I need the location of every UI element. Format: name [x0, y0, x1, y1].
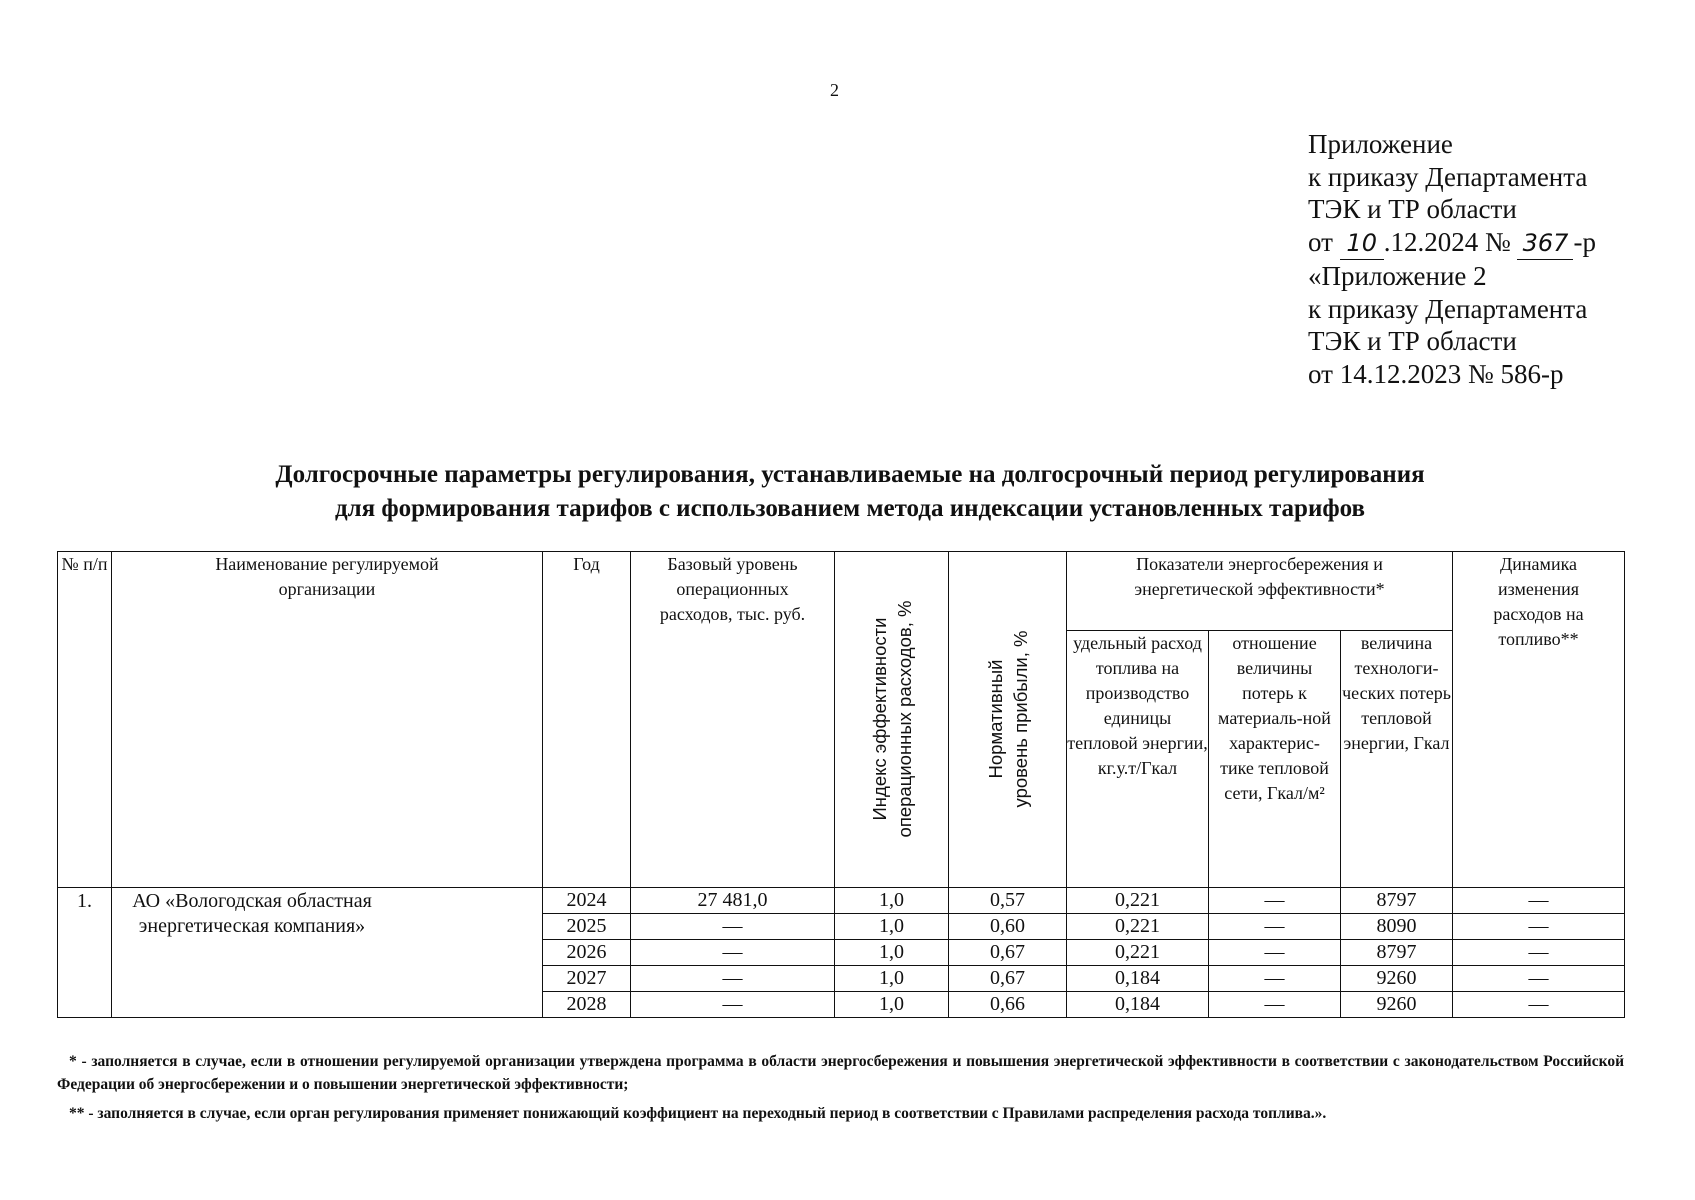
header-profit-line1: Нормативный: [984, 659, 1006, 779]
header-index-line1: Индекс эффективности: [868, 617, 890, 821]
header-base-opex: Базовый уровень операционных расходов, тыс. руб.: [631, 552, 835, 888]
cell-fuel-rate: 0,221: [1067, 940, 1209, 966]
cell-fuel-rate: 0,221: [1067, 914, 1209, 940]
cell-profit: 0,67: [949, 966, 1067, 992]
appendix-order-date-line: [1308, 226, 1596, 261]
cell-profit: 0,67: [949, 940, 1067, 966]
appendix-line: Приложение: [1308, 129, 1453, 159]
header-fuel-dynamics: Динамика изменения расходов на топливо**: [1453, 552, 1625, 888]
cell-fuel-dynamics: —: [1453, 940, 1625, 966]
cell-fuel-dynamics: —: [1453, 992, 1625, 1018]
appendix-line: «Приложение 2: [1308, 261, 1487, 291]
cell-loss-ratio: —: [1209, 992, 1341, 1018]
cell-index: 1,0: [835, 914, 949, 940]
cell-profit: 0,60: [949, 914, 1067, 940]
cell-index: 1,0: [835, 966, 949, 992]
cell-base: —: [631, 992, 835, 1018]
cell-index: 1,0: [835, 992, 949, 1018]
cell-tech-losses: 8797: [1341, 888, 1453, 914]
appendix-line: ТЭК и ТР области: [1308, 194, 1517, 224]
header-loss-ratio: отношение величины потерь к материаль-ной характерис-тике тепловой сети, Гкал/м²: [1209, 631, 1341, 888]
table-row: [58, 888, 1625, 914]
cell-base: —: [631, 940, 835, 966]
parameters-table: [57, 551, 1625, 1018]
order-date-mid: .12.2024 №: [1383, 226, 1518, 257]
cell-index: 1,0: [835, 940, 949, 966]
appendix-line: ТЭК и ТР области: [1308, 326, 1517, 356]
cell-year: 2024: [543, 888, 631, 914]
cell-tech-losses: 8797: [1341, 940, 1453, 966]
title-line-2: для формирования тарифов с использованием метода индексации установленных тарифов: [334, 495, 1366, 522]
cell-base: —: [631, 914, 835, 940]
header-efficiency-index: [835, 552, 949, 888]
cell-loss-ratio: —: [1209, 966, 1341, 992]
cell-base: —: [631, 966, 835, 992]
org-number: 1.: [58, 888, 112, 1018]
order-suffix: -р: [1573, 226, 1596, 257]
appendix-line: к приказу Департамента: [1308, 293, 1588, 324]
cell-tech-losses: 9260: [1341, 966, 1453, 992]
cell-loss-ratio: —: [1209, 914, 1341, 940]
cell-profit: 0,57: [949, 888, 1067, 914]
header-index-line2: операционных расходов, %: [893, 600, 915, 838]
cell-index: 1,0: [835, 888, 949, 914]
cell-fuel-dynamics: —: [1453, 888, 1625, 914]
header-profit-level: [949, 552, 1067, 888]
cell-loss-ratio: —: [1209, 940, 1341, 966]
cell-loss-ratio: —: [1209, 888, 1341, 914]
cell-fuel-rate: 0,184: [1067, 966, 1209, 992]
cell-profit: 0,66: [949, 992, 1067, 1018]
cell-base: 27 481,0: [631, 888, 835, 914]
cell-fuel-rate: 0,221: [1067, 888, 1209, 914]
org-name: АО «Вологодская областная энергетическая компания»: [112, 888, 543, 1018]
cell-year: 2025: [543, 914, 631, 940]
header-tech-losses: величина технологи-ческих потерь тепловой энергии, Гкал: [1341, 631, 1453, 888]
order-prefix: от: [1308, 226, 1340, 257]
footnote-2: ** - заполняется в случае, если орган регулирования применяет понижающий коэффициент на переходный период в соответствии с Правилами распределения расхода топлива.».: [69, 1105, 1327, 1122]
header-profit-line2: уровень прибыли, %: [1009, 630, 1031, 808]
title-line-1: Долгосрочные параметры регулирования, устанавливаемые на долгосрочный период регулирования: [275, 461, 1425, 488]
cell-tech-losses: 8090: [1341, 914, 1453, 940]
header-year: Год: [543, 552, 631, 888]
header-num: № п/п: [58, 552, 112, 888]
appendix-line: от 14.12.2023 № 586-р: [1308, 358, 1564, 389]
cell-tech-losses: 9260: [1341, 992, 1453, 1018]
handwritten-order-number: 367: [1517, 227, 1573, 261]
appendix-line: к приказу Департамента: [1308, 161, 1588, 192]
header-organization: Наименование регулируемой организации: [112, 552, 543, 888]
footnote-1: * - заполняется в случае, если в отношении регулируемой организации утверждена программа в области энергосбережения и повышения энергетической эффективности в соответствии с законодательством Российской Федерации об энергосбережении и о повышении энергетической эффективности;: [57, 1053, 1624, 1093]
cell-year: 2027: [543, 966, 631, 992]
handwritten-day: 10: [1340, 227, 1384, 261]
header-energy-indicators: Показатели энергосбережения и энергетической эффективности*: [1067, 552, 1453, 631]
cell-fuel-dynamics: —: [1453, 914, 1625, 940]
page-number: 2: [830, 80, 839, 100]
header-fuel-rate: удельный расход топлива на производство единицы тепловой энергии, кг.у.т/Гкал: [1067, 631, 1209, 888]
cell-fuel-rate: 0,184: [1067, 992, 1209, 1018]
cell-year: 2026: [543, 940, 631, 966]
document-title: [160, 458, 1540, 526]
cell-year: 2028: [543, 992, 631, 1018]
cell-fuel-dynamics: —: [1453, 966, 1625, 992]
appendix-block: [1308, 128, 1596, 390]
footnotes: [57, 1050, 1624, 1131]
